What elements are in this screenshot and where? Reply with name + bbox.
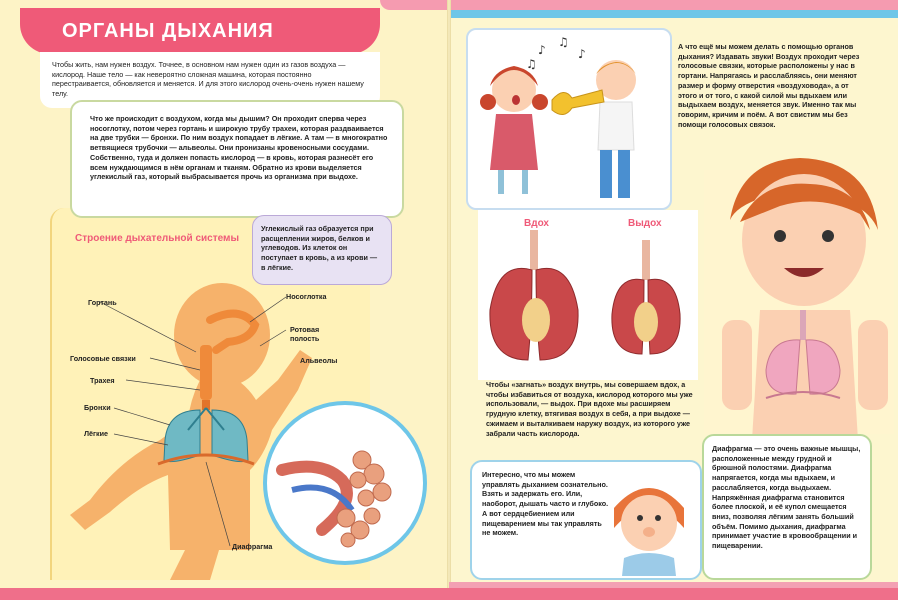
music-notes bbox=[526, 35, 586, 71]
top-decor-strip-pink bbox=[380, 0, 898, 10]
breath-text-box bbox=[480, 378, 702, 454]
svg-text:♫: ♫ bbox=[558, 35, 569, 49]
book-spine bbox=[447, 0, 451, 600]
breath-control-box bbox=[470, 460, 702, 580]
singing-panel bbox=[466, 28, 672, 210]
diaphragm-text: Диафрагма — это очень важные мышцы, расположенные между грудной и брюшной полостями. Диафрагма напрягается, когда мы вдыхаем, и расслабляется, когда выдыхаем. Напряжённая диафрагма становится более плоской, и её купол смещается вниз, позволяя лёгким занять больший объём. Помимо дыхания, диафрагма принимает участие в кровообращении и пищеварении. bbox=[712, 444, 861, 551]
exhale-label: Выдох bbox=[628, 218, 662, 229]
diaphragm-box bbox=[702, 434, 872, 580]
inhale-label: Вдох bbox=[524, 218, 549, 229]
girl-figure bbox=[480, 66, 548, 194]
girl-holding-nose-illustration bbox=[604, 468, 694, 576]
intro-text: Чтобы жить, нам нужен воздух. Точнее, в основном нам нужен один из газов воздуха — кислород. Наше тело — как невероятно сложная машина, которая постоянно перестраивается, обновляется и меняется. И для этого кислород очень-очень нужен нашему телу. bbox=[52, 60, 364, 99]
label-diaphragm: Диафрагма bbox=[232, 542, 273, 551]
svg-text:♫: ♫ bbox=[526, 57, 537, 71]
label-larynx: Гортань bbox=[88, 298, 117, 307]
label-trachea: Трахея bbox=[90, 376, 115, 385]
boy-trumpet-figure bbox=[552, 60, 636, 198]
label-vocal-cords: Голосовые связки bbox=[70, 354, 136, 363]
co2-text: Углекислый газ образуется при расщеплении жиров, белков и углеводов. Из клеток он поступает в кровь, а из крови — в лёгкие. bbox=[261, 224, 378, 272]
children-music-illustration bbox=[468, 30, 670, 208]
bottom-decor-strip bbox=[0, 588, 898, 600]
co2-box bbox=[252, 215, 392, 285]
label-oral-cavity: Ротовая полость bbox=[290, 325, 320, 343]
label-lungs: Лёгкие bbox=[84, 429, 109, 438]
breath-control-text: Интересно, что мы можем управлять дыханием сознательно. Взять и задержать его. Или, наоборот, дышать часто и глубоко. А вот сердцебиением или пищеварением мы так управлять не можем. bbox=[482, 470, 609, 538]
inhale-lungs bbox=[490, 230, 578, 360]
breath-text: Чтобы «загнать» воздух внутрь, мы совершаем вдох, а чтобы избавиться от воздуха, кислород которого мы уже использовали, — выдох. При вдохе мы расширяем грудную клетку, втягивая воздух в себя, а при выдохе — сжимаем и выталкиваем наружу воздух, из которого уже забрали часть кислорода. bbox=[486, 380, 693, 438]
structure-title: Строение дыхательной системы bbox=[74, 233, 239, 244]
exhale-lungs bbox=[612, 240, 680, 354]
lungs-compare-panel bbox=[478, 210, 698, 380]
breathing-process-box bbox=[70, 100, 404, 218]
svg-text:♪: ♪ bbox=[578, 47, 586, 61]
label-bronchi: Бронхи bbox=[84, 403, 111, 412]
alveoli-illustration bbox=[262, 400, 428, 566]
page-title: ОРГАНЫ ДЫХАНИЯ bbox=[62, 20, 274, 42]
breathing-process-text: Что же происходит с воздухом, когда мы дышим? Он проходит сперва через носоглотку, потом через гортань и широкую трубу трахеи, которая раздваивается на две трубки — бронхи. По ним воздух попадает в лёгкие. А там — в многократно ветвящиеся трубочки — альвеолы. Они пронизаны кровеносными сосудами. Собственно, туда и должен попасть кислород — в кровь, которая разнесёт его всем нуждающимся в нём органам и тканям. Обратно из крови выделяется углекислый газ, который выбрасывается прочь из организма при выдохе. bbox=[90, 114, 388, 182]
svg-text:♪: ♪ bbox=[538, 43, 546, 57]
sound-text: А что ещё мы можем делать с помощью органов дыхания? Издавать звуки! Воздух проходит через голосовые связки, которые расположены у нас в гортани. Напрягаясь и расслабляясь, они меняют размер и форму отверстия «воздуховода», а от этого и от того, с какой силой мы вдыхаем или выдыхаем воздух, меняется звук. Именно так мы говорим, кричим и поём. А вот свистим мы без помощи голосовых связок. bbox=[678, 42, 860, 129]
sound-text-box bbox=[672, 36, 866, 152]
boy-with-lungs-illustration bbox=[700, 150, 896, 440]
inhale-exhale-lungs bbox=[478, 210, 698, 380]
label-nasopharynx: Носоглотка bbox=[286, 292, 327, 301]
label-alveoli: Альвеолы bbox=[300, 356, 338, 365]
